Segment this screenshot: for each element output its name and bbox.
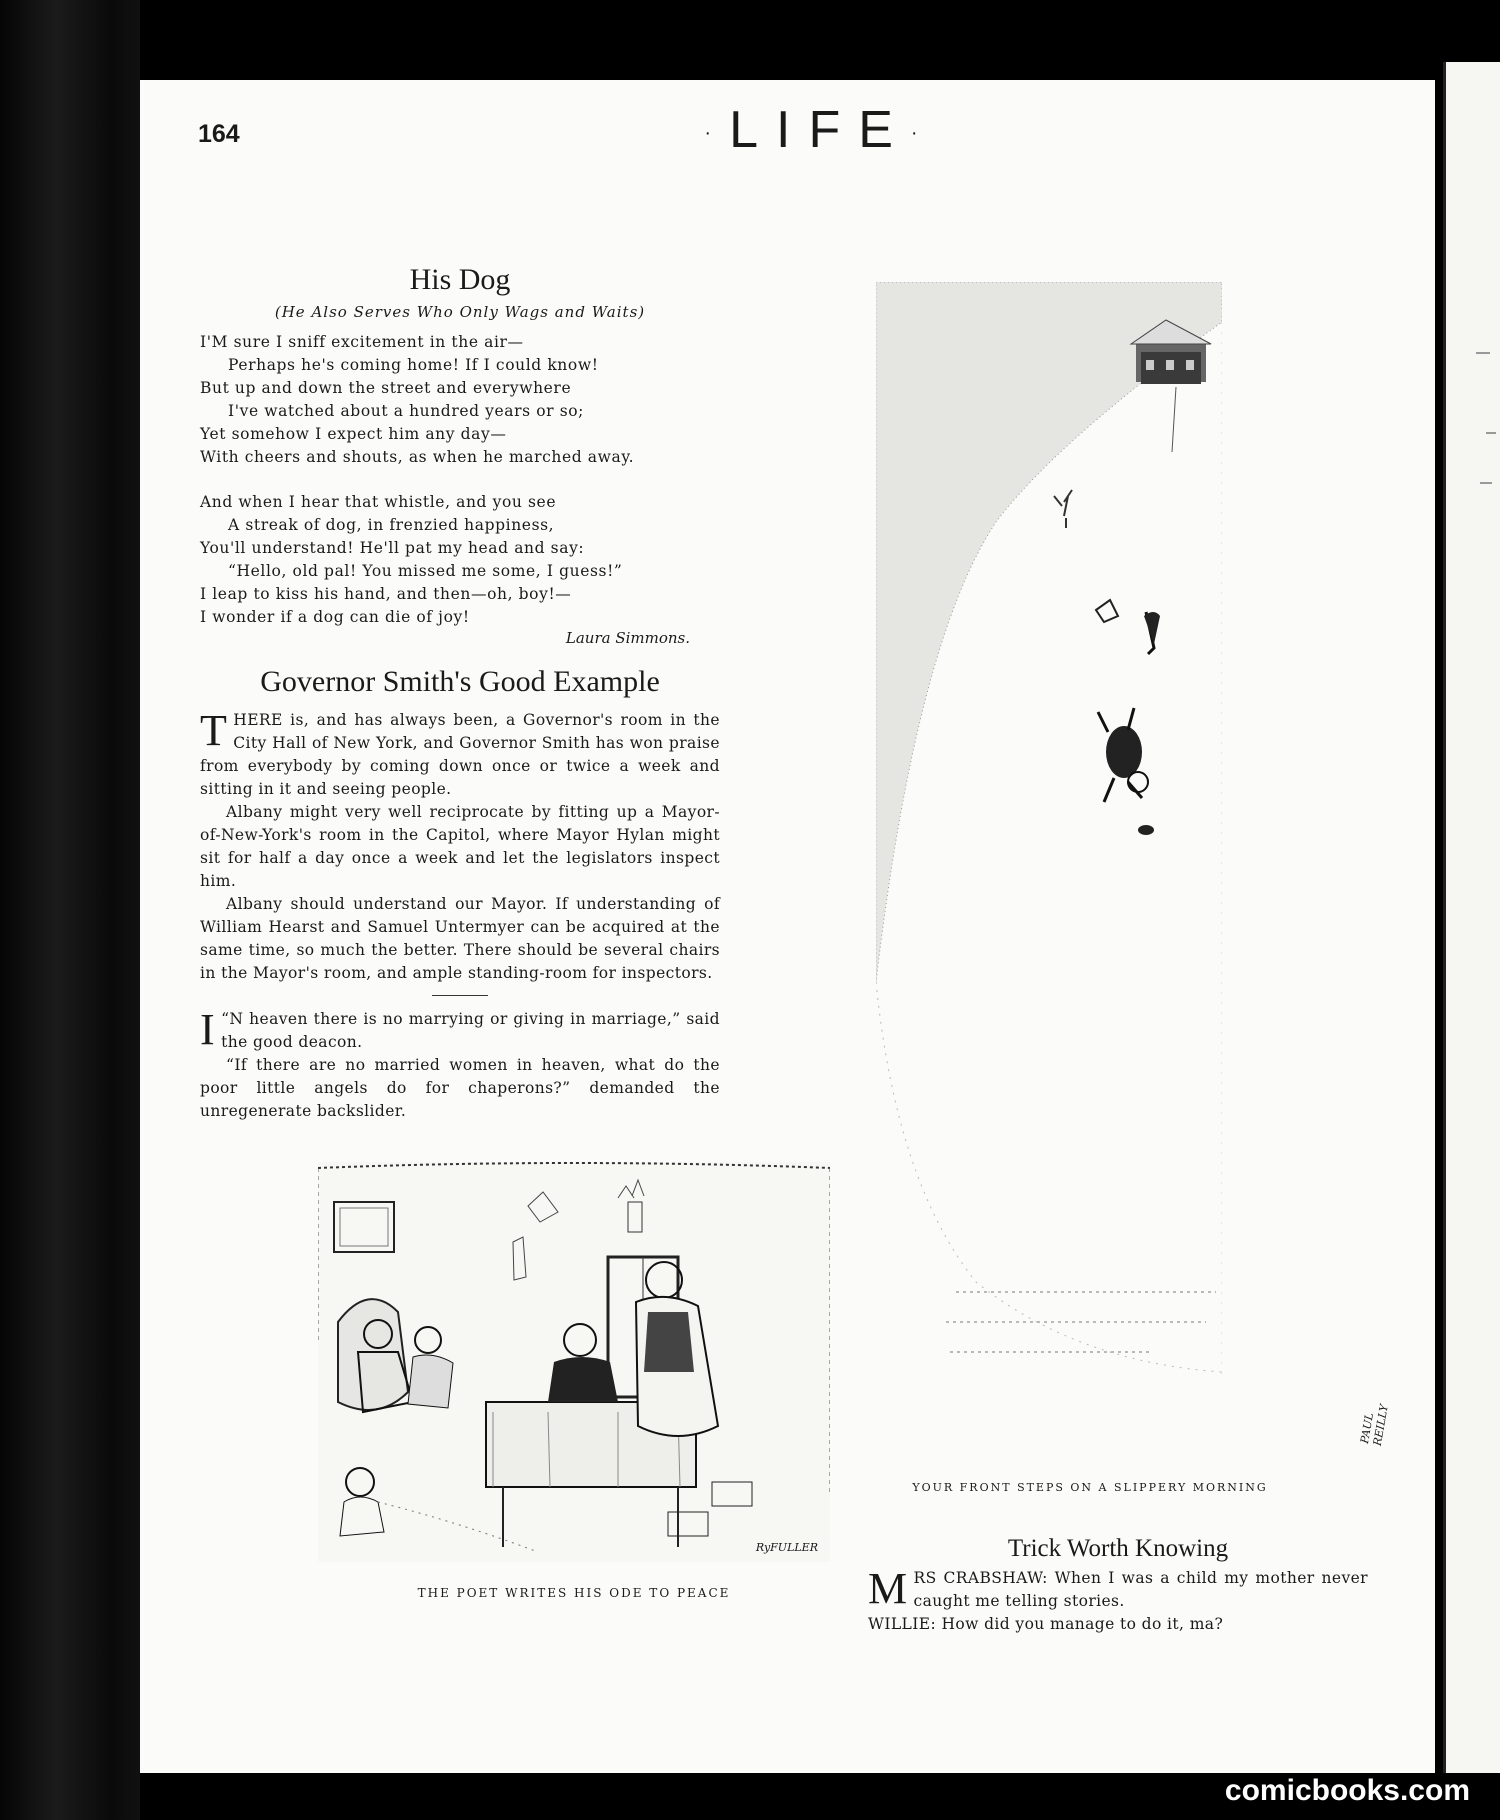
scan-border-left <box>0 0 140 1820</box>
paragraph: Albany might very well reciprocate by fitting up a Mayor-of-New-York's room in the Capitol, where Mayor Hylan might sit for half a day once a week and let the legislators inspect him. <box>200 803 720 890</box>
poem-line: I'M sure I sniff excitement in the air— <box>200 333 524 351</box>
drop-cap: M <box>868 1564 908 1613</box>
drop-cap: I <box>200 1005 216 1054</box>
article-body <box>200 706 720 985</box>
joke-heaven <box>200 1005 720 1123</box>
article-body <box>868 1564 1368 1636</box>
cartoon-slippery-illustration <box>876 282 1391 1454</box>
paragraph: WILLIE: How did you manage to do it, ma? <box>868 1615 1224 1633</box>
poem-line: You'll understand! He'll pat my head and say: <box>200 539 585 557</box>
cartoon-caption: YOUR FRONT STEPS ON A SLIPPERY MORNING <box>912 1481 1268 1494</box>
article-title: Trick Worth Knowing <box>1007 1535 1229 1562</box>
article-his-dog <box>200 263 720 647</box>
article-title: Governor Smith's Good Example <box>260 665 660 698</box>
poem-line: I've watched about a hundred years or so; <box>228 402 585 420</box>
poem-title: His Dog <box>409 263 511 296</box>
poem-line: Perhaps he's coming home! If I could know! <box>228 356 599 374</box>
paragraph: Albany should understand our Mayor. If understanding of William Hearst and Samuel Untermyer can be acquired at the same time, so much the better. There should be several chairs in the Mayor's room, and ample standing-room for inspectors. <box>200 895 720 982</box>
facing-page-edge <box>1443 62 1500 1773</box>
cartoon-caption: THE POET WRITES HIS ODE TO PEACE <box>417 1586 731 1600</box>
paragraph: “If there are no married women in heaven, what do the poor little angels do for chaperons?” demanded the unregenerate backslider. <box>200 1056 720 1120</box>
poem-line: I leap to kiss his hand, and then—oh, boy!— <box>200 585 572 603</box>
poem-line: Yet somehow I expect him any day— <box>200 425 507 443</box>
paragraph: THERE is, and has always been, a Governor's room in the City Hall of New York, and Governor Smith has won praise from everybody by coming down once or twice a week and sitting in it and seeing people. <box>200 706 720 798</box>
poem-line: “Hello, old pal! You missed me some, I guess!” <box>228 562 623 580</box>
masthead-title: LIFE <box>729 101 911 159</box>
snow-hill-drawing <box>876 282 1222 1454</box>
watermark: comicbooks.com <box>1224 1774 1470 1807</box>
paragraph: “ I N heaven there is no marrying or giving in marriage,” said the good deacon. <box>200 1005 720 1054</box>
poem-line: A streak of dog, in frenzied happiness, <box>228 516 555 534</box>
cartoon-drawing <box>318 1162 830 1562</box>
poem-line: I wonder if a dog can die of joy! <box>200 608 470 626</box>
divider <box>432 995 488 996</box>
poem-line: But up and down the street and everywhere <box>200 379 572 397</box>
article-governor-smith <box>200 665 720 1123</box>
poem-author: Laura Simmons. <box>565 629 690 647</box>
poem-stanza-1 <box>200 331 720 469</box>
cartoon-poet-illustration <box>318 1162 830 1562</box>
drop-cap: T <box>200 706 228 755</box>
poem-line: With cheers and shouts, as when he marched away. <box>200 448 635 466</box>
poem-stanza-2 <box>200 491 720 629</box>
poem-subtitle: (He Also Serves Who Only Wags and Waits) <box>274 303 646 321</box>
artist-signature: PAUL REILLY <box>1357 1403 1391 1447</box>
masthead: ·LIFE· <box>704 101 936 159</box>
paragraph: MRS CRABSHAW: When I was a child my mother never caught me telling stories. <box>868 1564 1368 1613</box>
poem-line: And when I hear that whistle, and you see <box>200 493 557 511</box>
artist-signature: RyFULLER <box>755 1541 818 1554</box>
page-number: 164 <box>198 120 240 148</box>
article-trick-worth-knowing <box>868 1535 1368 1636</box>
